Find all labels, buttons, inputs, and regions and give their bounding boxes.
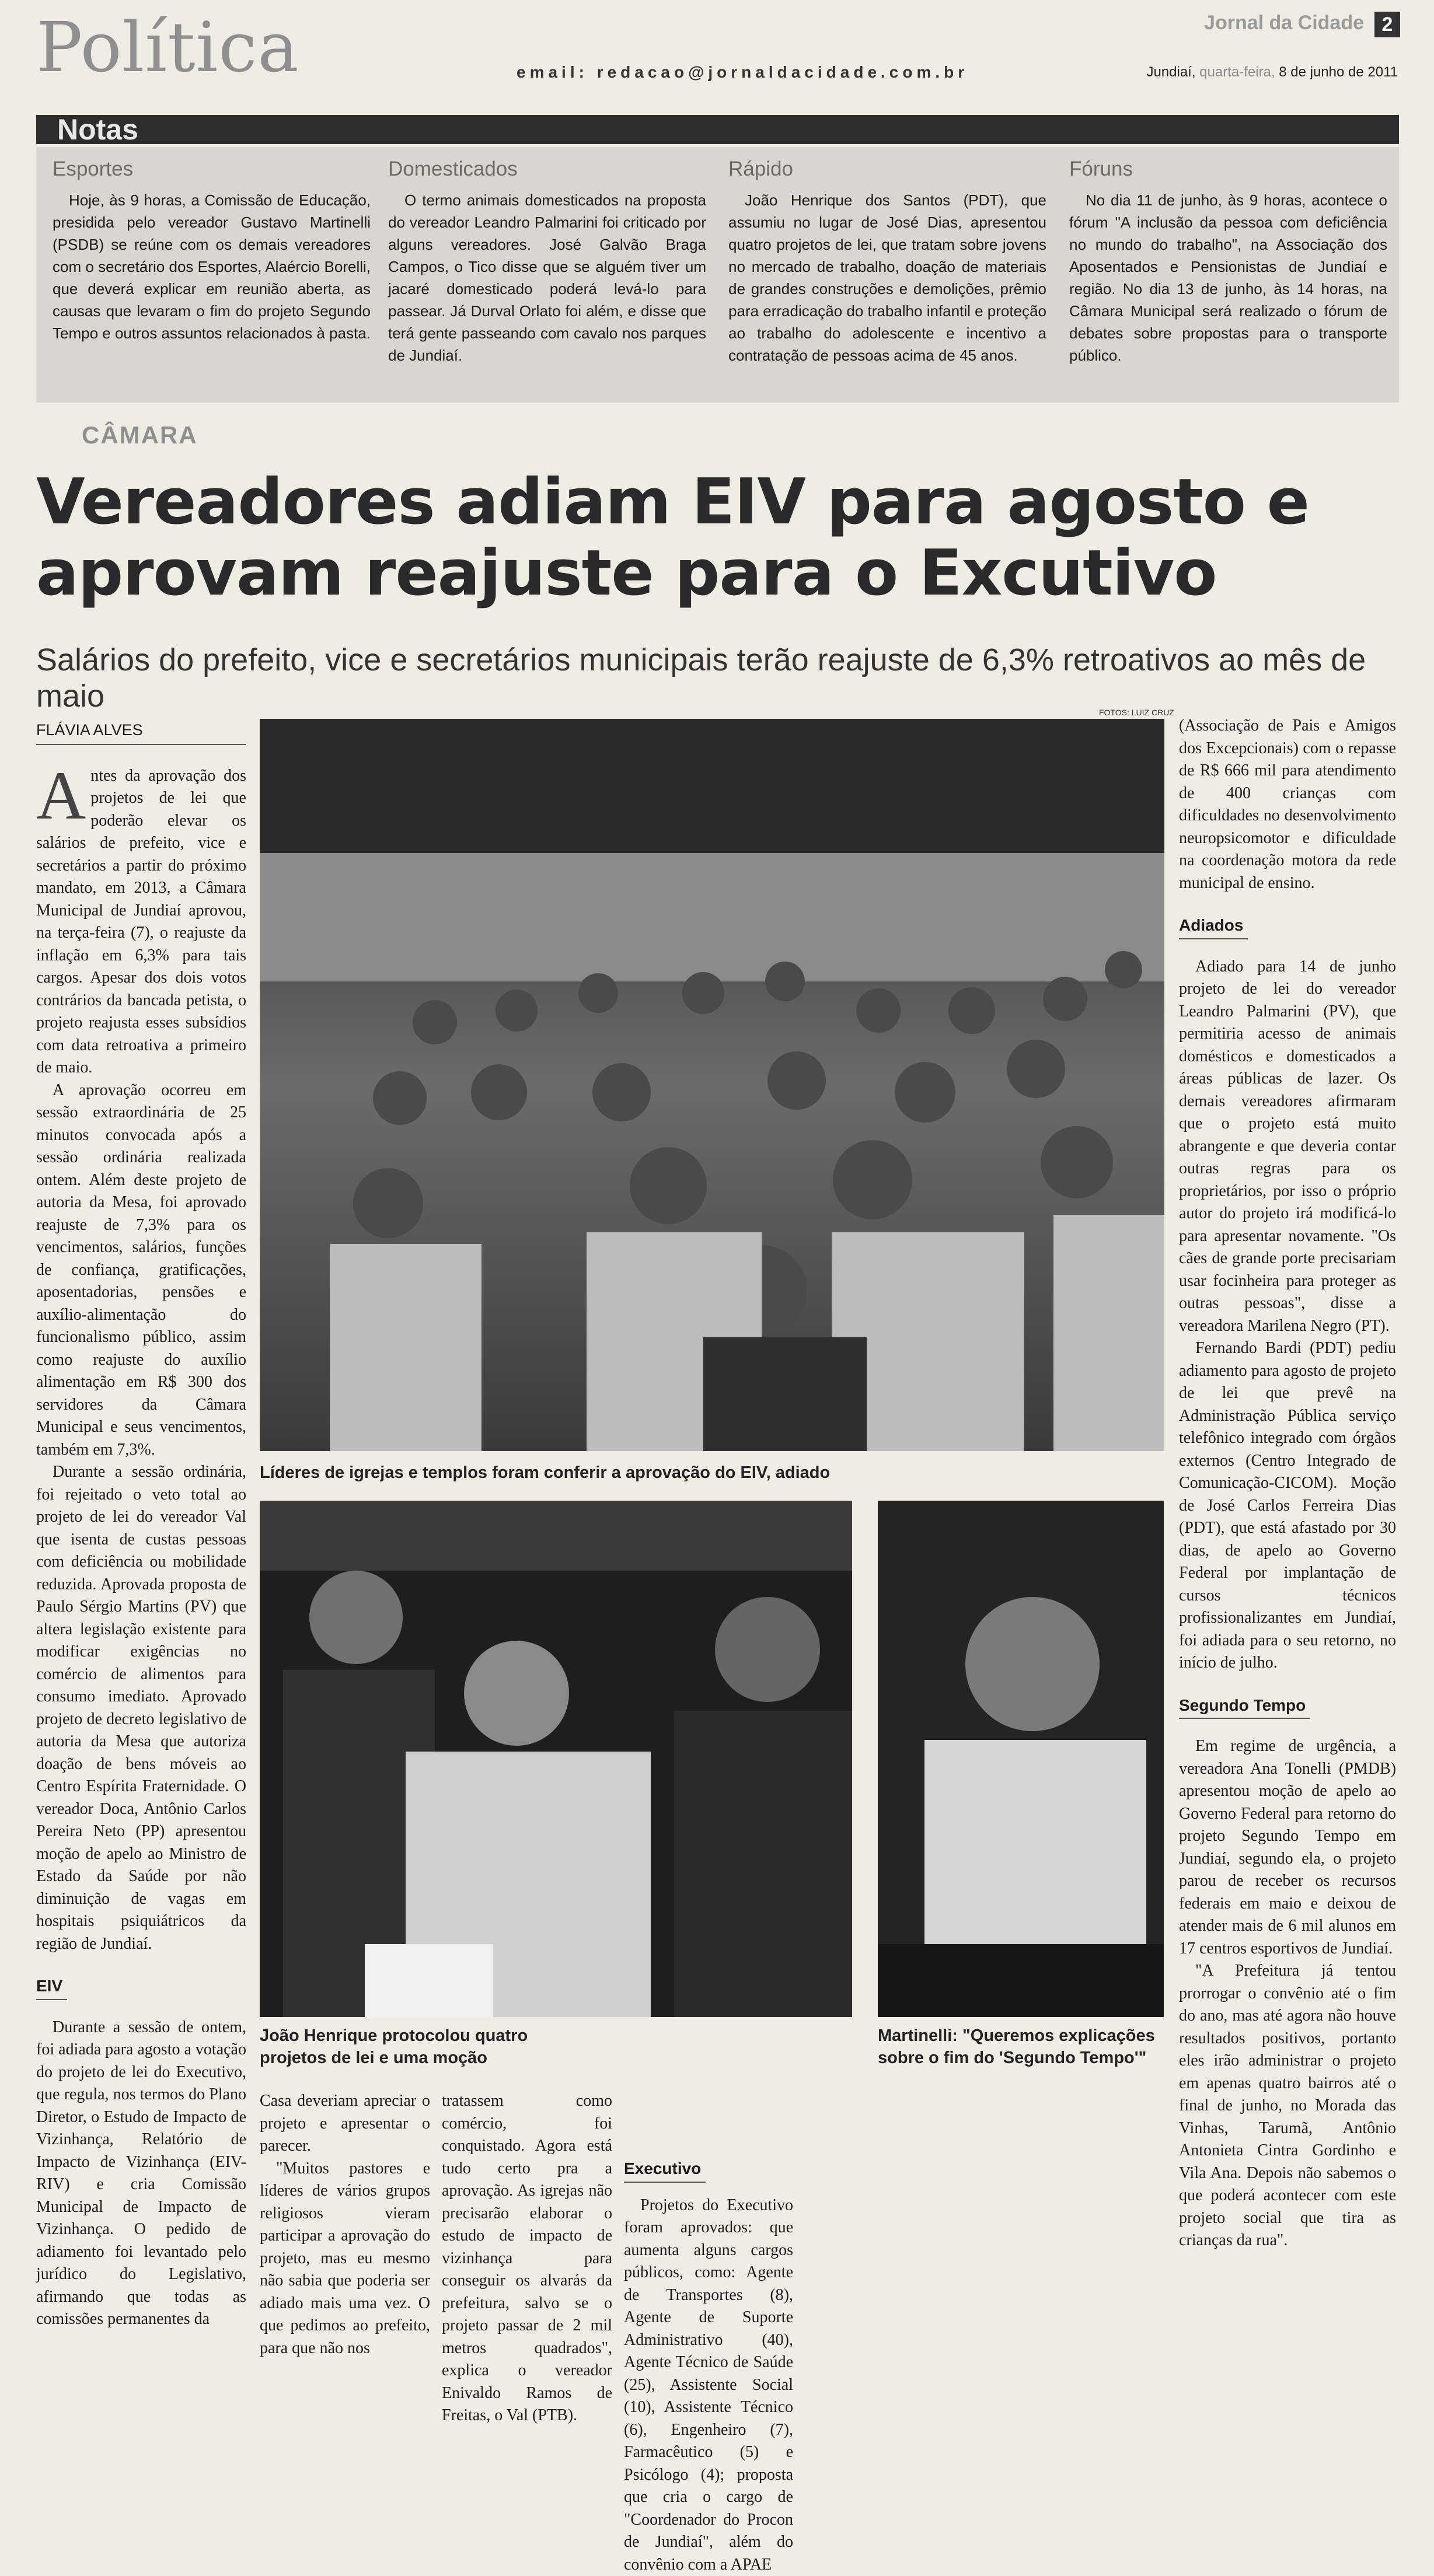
note-rapido [728,158,1046,366]
note-title: Fóruns [1069,158,1387,181]
note-domesticados [388,158,706,366]
article-column-right [1179,715,1396,2252]
article-paragraph: tratassem como comércio, foi conquistado. Agora está tudo certo pra a aprovação. As igrejas não precisarão elaborar o estudo de impacto de vizinhança para conseguir os alvarás da prefeitura, salvo se o projeto passar de 2 mil metros quadrados", explica o vereador Enivaldo Ramos de Freitas, o Val (PTB). [442,2090,612,2427]
dateline [1146,64,1398,81]
photo-martinelli [878,1501,1164,2017]
note-text: No dia 11 de junho, às 9 horas, acontece o fórum "A inclusão da pessoa com deficiência no mundo do trabalho", na Associação dos Aposentados e Pensionistas de Jundiaí e região. No dia 13 de junho, às 14 horas, na Câmara Municipal será realizado o fórum de debates sobre propostas para o transporte público. [1069,189,1387,366]
note-text: João Henrique dos Santos (PDT), que assumiu no lugar de José Dias, apresentou quatro projetos de lei, que tratam sobre jovens no mercado de trabalho, doação de materiais de grandes construções e demolições, prêmio para erradicação do trabalho infantil e proteção ao trabalho do adolescente e incentivo a contratação de pessoas acima de 45 anos. [728,189,1046,366]
note-title: Esportes [53,158,371,181]
note-foruns [1069,158,1387,366]
article-column-bottom-2 [260,2090,430,2360]
article-paragraph: "A Prefeitura já tentou prorrogar o convênio até o fim do ano, mas até agora não houve resultados positivos, portanto eles irão administrar o projeto em apenas quatro bairros até o final de junho, no Morada das Vinhas, Tarumã, Antônio Antonieta Cintra Gordinho e Vila Ana. Depois não sabemos o que poderá acontecer com este projeto social que tira as crianças da rua". [1179,1960,1396,2252]
article-kicker: CÂMARA [82,421,198,449]
subhead-adiados: Adiados [1179,914,1248,939]
note-text: Hoje, às 9 horas, a Comissão de Educação, presidida pelo vereador Gustavo Martinelli (PSDB) se reúne com os demais vereadores com o secretário dos Esportes, Alaércio Borelli, que deverá explicar em reunião aberta, as causas que levaram o fim do projeto Segundo Tempo e outros assuntos relacionados à pasta. [53,189,371,344]
photo-officials [260,1501,852,2017]
photo-caption: Martinelli: "Queremos explicações sobre o fim do 'Segundo Tempo'" [878,2025,1164,2069]
drop-cap: A [36,767,86,824]
article-paragraph: A aprovação ocorreu em sessão extraordinária de 25 minutos convocada após a sessão ordinária realizada ontem. Além deste projeto de autoria da Mesa, foi aprovado reajuste de 7,3% para os vencimentos, salários, funções de confiança, gratificações, aposentadorias, pensões e auxílio-alimentação do funcionalismo público, assim como reajuste do auxílio alimentação em R$ 300 dos servidores da Câmara Municipal e seus vencimentos, também em 7,3%. [36,1079,246,1462]
subhead-executivo: Executivo [624,2158,706,2183]
note-title: Domesticados [388,158,706,181]
notes-bar [36,115,1399,144]
note-title: Rápido [728,158,1046,181]
officials-photo-graphic [260,1501,852,2017]
contact-email: email: redacao@jornaldacidade.com.br [517,63,968,82]
article-paragraph: "Muitos pastores e líderes de vários grupos religiosos vieram participar a aprovação do projeto, mas eu mesmo não sabia que poderia ser adiado mais uma vez. O que pedimos ao prefeito, para que não nos [260,2158,430,2360]
photo-credit: FOTOS: LUIZ CRUZ [1099,708,1174,717]
martinelli-photo-graphic [878,1501,1164,2017]
article-paragraph: (Associação de Pais e Amigos dos Excepcionais) com o repasse de R$ 666 mil para atendimento de 400 crianças com dificuldades no desenvolvimento neuropsicomotor e dificuldade na coordenação motora da rede municipal de ensino. [1179,715,1396,894]
article-paragraph: Durante a sessão de ontem, foi adiada para agosto a votação do projeto de lei do Executivo, que regula, nos termos do Plano Diretor, o Estudo de Impacto de Vizinhança, Relatório de Impacto de Vizinhança (EIV-RIV) e cria Comissão Municipal de Impacto de Vizinhança. O pedido de adiamento foi levantado pelo jurídico do Legislativo, afirmando que todas as comissões permanentes da [36,2016,246,2331]
subhead-segundo-tempo: Segundo Tempo [1179,1694,1310,1719]
photo-caption: Líderes de igrejas e templos foram conferir a aprovação do EIV, adiado [260,1462,1164,1484]
audience-photo-graphic [260,719,1164,1451]
newspaper-name: Jornal da Cidade [1204,12,1364,34]
article-paragraph: Adiado para 14 de junho projeto de lei do vereador Leandro Palmarini (PV), que permitiria acesso de animais domésticos e domesticados a áreas públicas de lazer. Os demais vereadores afirmaram que o projeto está muito abrangente e que deveria contar outras regras para os proprietários, por isso o próprio autor do projeto irá modificá-lo para apresentar novamente. "Os cães de grande porte precisariam usar focinheira para proteger as outras pessoas", disse a vereadora Marilena Negro (PT). [1179,956,1396,1338]
photo-audience [260,719,1164,1451]
subhead-eiv: EIV [36,1975,67,2000]
byline: FLÁVIA ALVES [36,719,246,745]
date-city: Jundiaí, [1146,64,1195,80]
article-column-bottom-4 [624,2090,793,2576]
article-deck: Salários do prefeito, vice e secretários municipais terão reajuste de 6,3% retroativos ao mês de maio [36,642,1399,714]
section-title: Política [36,13,299,82]
date-weekday: quarta-feira, [1199,64,1275,80]
article-paragraph: Durante a sessão ordinária, foi rejeitado o veto total ao projeto de lei do vereador Val que isenta de custas pessoas com deficiência ou mobilidade reduzida. Aprovada proposta de Paulo Sérgio Martins (PV) que altera legislação existente para modificar exigências no comércio de alimentos para consumo imediato. Aprovado projeto de decreto legislativo de autoria da Mesa que autoriza doação de bens móveis ao Centro Espírita Fraternidade. O vereador Doca, Antônio Carlos Pereira Neto (PP) apresentou moção de apelo ao Ministro de Estado da Saúde por não diminuição de vagas em hospitais psiquiátricos da região de Jundiaí. [36,1461,246,1955]
article-paragraph: Casa deveriam apreciar o projeto e apresentar o parecer. [260,2090,430,2158]
photo-caption: João Henrique protocolou quatro projetos de lei e uma moção [260,2025,534,2069]
note-text: O termo animais domesticados na proposta do vereador Leandro Palmarini foi criticado por alguns vereadores. José Galvão Braga Campos, o Tico disse que se alguém tiver um jacaré domesticado poderá levá-lo para passear. Já Durval Orlato foi além, e disse que terá gente passeando com cavalo nos parques de Jundiaí. [388,189,706,366]
article-headline: Vereadores adiam EIV para agosto e aprovam reajuste para o Excutivo [36,467,1399,609]
note-esportes [53,158,371,344]
date-rest: 8 de junho de 2011 [1279,64,1398,80]
article-column-bottom-3 [442,2090,612,2427]
article-paragraph: Fernando Bardi (PDT) pediu adiamento para agosto de projeto de lei que prevê na Administração Pública serviço telefônico integrado com órgãos externos (Centro Integrado de Comunicação-CICOM). Moção de José Carlos Ferreira Dias (PDT), que está afastado por 30 dias, de apelo ao Governo Federal por implantação de cursos técnicos profissionalizantes em Jundiaí, foi adiada para o seu retorno, no início de julho. [1179,1337,1396,1675]
article-paragraph: Em regime de urgência, a vereadora Ana Tonelli (PMDB) apresentou moção de apelo ao Governo Federal para retorno do projeto Segundo Tempo em Jundiaí, segundo ela, o projeto parou de receber os recursos federais em maio e deixou de atender mais de 6 mil alunos em 17 centros esportivos de Jundiaí. [1179,1735,1396,1960]
notes-title: Notas [57,113,138,146]
article-column-left [36,719,246,2331]
page-number: 2 [1374,12,1400,37]
article-paragraph: Projetos do Executivo foram aprovados: que aumenta alguns cargos públicos, como: Agente de Transportes (8), Agente de Suporte Administrativo (40), Agente Técnico de Saúde (25), Assistente Social (10), Assistente Técnico (6), Engenheiro (7), Farmacêutico (5) e Psicólogo (4); proposta que cria o cargo de "Coordenador do Procon de Jundiaí", além do convênio com a APAE [624,2194,793,2576]
article-paragraph: Antes da aprovação dos projetos de lei que poderão elevar os salários de prefeito, vice e secretários a partir do próximo mandato, em 2013, a Câmara Municipal de Jundiaí aprovou, na terça-feira (7), o reajuste da inflação em 6,3% para tais cargos. Apesar dos dois votos contrários da bancada petista, o projeto reajusta esses subsídios com data retroativa a primeiro de maio. [36,765,246,1079]
